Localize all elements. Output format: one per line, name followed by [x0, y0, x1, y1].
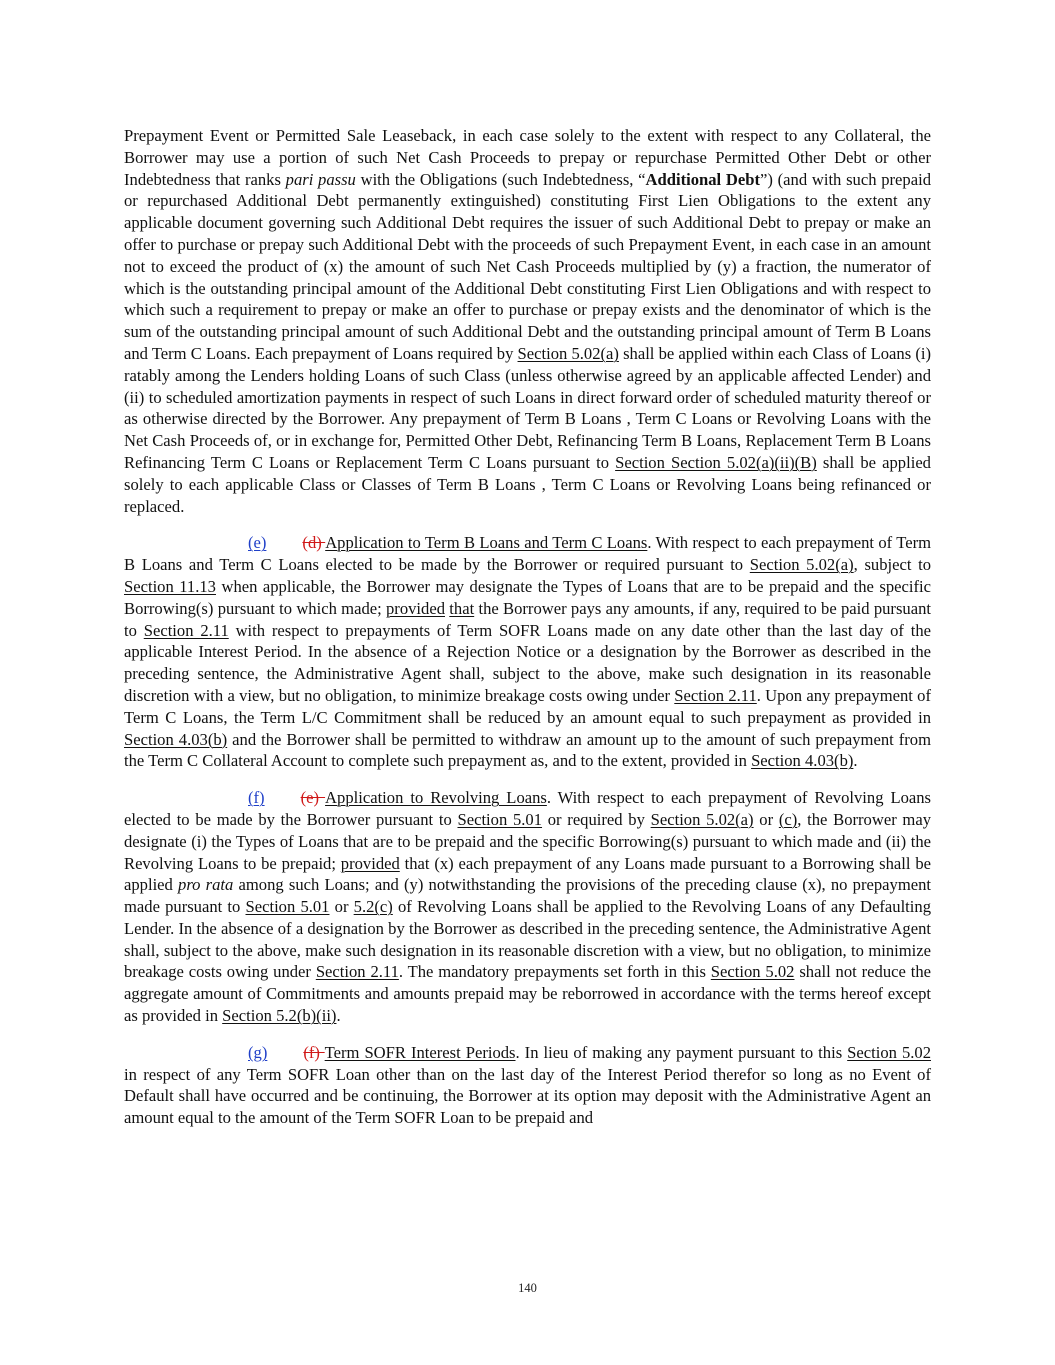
- text-run: the Borrower pays any amounts, if any, required to be paid pursuant to: [124, 598, 931, 640]
- text-run: ”) (and with such prepaid or repurchased Additional Debt permanently extinguished) constituting First Lien Obligations to the extent any applicable document governing such Additional Debt requires the issuer of such Additional Debt to prepay or make an offer to purchase or prepay such Additional Debt with the proceeds of such Prepayment Event, in each case in an amount not to exceed the product of (x) the amount of such Net Cash Proceeds multiplied by (y) a fraction, the numerator of which is the outstanding principal amount of the Additional Debt constituting First Lien Obligations and with respect to which such a requirement to prepay or make an offer to purchase or prepay exists and the denominator of which is the sum of the outstanding principal amount of such Additional Debt and the outstanding principal amount of Term B Loans and Term C Loans. Each prepayment of Loans required by: [124, 169, 931, 363]
- section-reference: Section 5.02(a): [650, 809, 754, 829]
- section-reference: Section 5.01: [245, 897, 330, 917]
- text-run: among such Loans; and (y) notwithstanding the provisions of the preceding clause (x), no prepayment made pursuant to: [124, 875, 931, 917]
- text-run: . The mandatory prepayments set forth in this: [398, 962, 711, 982]
- section-reference: Section 2.11: [315, 962, 399, 982]
- text-run: , subject to: [853, 555, 932, 575]
- text-run: or: [329, 897, 354, 917]
- italic-term: pro rata: [178, 875, 234, 895]
- deleted-clause-label: (e): [300, 788, 326, 808]
- text-run: shall be applied within each Class of Loans (i) ratably among the Lenders holding Loans of such Class (unless otherwise agreed by an applicable affected Lender) and (ii) to scheduled amortization payments in respect of such Loans in direct forward order of scheduled maturity thereof or as otherwise directed by the Borrower. Any prepayment of Term B Loans , Term C Loans or Revolving Loans with the Net Cash Proceeds of, or in exchange for, Permitted Other Debt, Refinancing Term B Loans, Replacement Term B Loans Refinancing Term C Loans or Replacement Term C Loans pursuant to: [124, 343, 931, 472]
- section-reference: Section 5.01: [457, 809, 543, 829]
- section-reference: Section 4.03(b): [124, 729, 228, 749]
- text-run: Prepayment Event or Permitted Sale Leaseback, in each case solely to the extent with respect to any Collateral, the Borrower may use a portion of such Net Cash Proceeds to prepay or repurchase Permitted Other Debt or other Indebtedness that ranks: [124, 126, 931, 189]
- paragraph-additional-debt: [124, 125, 931, 517]
- inserted-clause-label: (e): [248, 533, 267, 553]
- text-run: . With respect to each prepayment of Revolving Loans elected to be made by the Borrower pursuant to: [124, 788, 931, 829]
- section-reference: Section 2.11: [674, 685, 757, 705]
- inserted-clause-label: (g): [248, 1042, 268, 1062]
- text-run: shall not reduce the aggregate amount of Commitments and amounts prepaid may be reborrowed in accordance with the terms hereof except as provided in: [124, 962, 931, 1026]
- italic-term: pari passu: [285, 169, 356, 189]
- paragraph-f: [124, 787, 931, 1027]
- text-run: or required by: [542, 809, 651, 829]
- section-reference: Section 2.11: [143, 620, 229, 640]
- deleted-clause-label: (d): [302, 533, 326, 553]
- clause-heading: Term SOFR Interest Periods: [324, 1042, 516, 1062]
- text-run: .: [853, 751, 858, 771]
- text-run: with the Obligations (such Indebtedness, “: [355, 169, 646, 189]
- section-reference: (c): [778, 809, 798, 829]
- text-run: shall be applied solely to each applicable Class or Classes of Term B Loans , Term C Loans or Revolving Loans being refinanced or replaced.: [124, 452, 931, 516]
- section-reference: Section 5.02: [847, 1042, 931, 1062]
- underlined-term: provided: [340, 853, 400, 873]
- section-reference: 5.2(c): [353, 897, 393, 917]
- section-reference: Section 5.02: [710, 962, 795, 982]
- text-run: .: [336, 1006, 341, 1026]
- text-run: . With respect to each prepayment of Term B Loans and Term C Loans elected to be made by the Borrower or required pursuant to: [124, 533, 932, 575]
- section-reference: Section 4.03(b): [751, 751, 854, 771]
- section-reference: Section 5.02(a): [517, 343, 619, 363]
- text-run: of Revolving Loans shall be applied to the Revolving Loans of any Defaulting Lender. In the absence of a designation by the Borrower as described in the preceding sentence, the Administrative Agent shall, subject to the above, make such designation in its reasonable discretion with a view, but no obligation, to minimize breakage costs owing under: [124, 897, 931, 982]
- section-reference: Section 11.13: [124, 576, 216, 596]
- section-reference: Section Section 5.02(a)(ii)(B): [615, 452, 817, 472]
- text-run: that (x) each prepayment of any Loans made pursuant to a Borrowing shall be applied: [124, 853, 931, 895]
- underlined-term: provided: [386, 598, 445, 618]
- text-run: in respect of any Term SOFR Loan other than on the last day of the Interest Period therefor so long as no Event of Default shall have occurred and be continuing, the Borrower at its option may deposit with the Administrative Agent an amount equal to the amount of the Term SOFR Loan to be prepaid and: [124, 1064, 931, 1128]
- paragraph-g: [124, 1042, 931, 1129]
- paragraph-e: [124, 532, 931, 772]
- document-body: [124, 125, 931, 1129]
- underlined-term: that: [449, 598, 475, 618]
- page-number: 140: [518, 1281, 537, 1295]
- text-run: . In lieu of making any payment pursuant to this: [515, 1042, 848, 1062]
- text-run: or: [753, 809, 779, 829]
- defined-term: Additional Debt: [645, 169, 761, 189]
- section-reference: Section 5.2(b)(ii): [222, 1006, 337, 1026]
- text-run: , the Borrower may designate (i) the Types of Loans that are to be prepaid and the specific Borrowing(s) pursuant to which made and (ii) the Revolving Loans to be prepaid;: [124, 809, 932, 873]
- clause-heading: Application to Term B Loans and Term C Loans: [325, 533, 648, 553]
- text-run: . Upon any prepayment of Term C Loans, the Term L/C Commitment shall be reduced by an amount equal to such prepayment as provided in: [124, 685, 931, 727]
- deleted-clause-label: (f): [303, 1042, 325, 1062]
- text-run: with respect to prepayments of Term SOFR Loans made on any date other than the last day of the applicable Interest Period. In the absence of a Rejection Notice or a designation by the Borrower as described in the preceding sentence, the Administrative Agent shall, subject to the above, make such designation in its reasonable discretion with a view, but no obligation, to minimize breakage costs owing under: [124, 620, 931, 705]
- inserted-clause-label: (f): [248, 788, 265, 808]
- section-reference: Section 5.02(a): [749, 555, 854, 575]
- text-run: when applicable, the Borrower may designate the Types of Loans that are to be prepaid and the specific Borrowing(s) pursuant to which made;: [124, 576, 931, 618]
- text-run: and the Borrower shall be permitted to withdraw an amount up to the amount of such prepayment from the Term C Collateral Account to complete such prepayment as, and to the extent, provided in: [124, 729, 931, 771]
- clause-heading: Application to Revolving Loans: [325, 788, 547, 808]
